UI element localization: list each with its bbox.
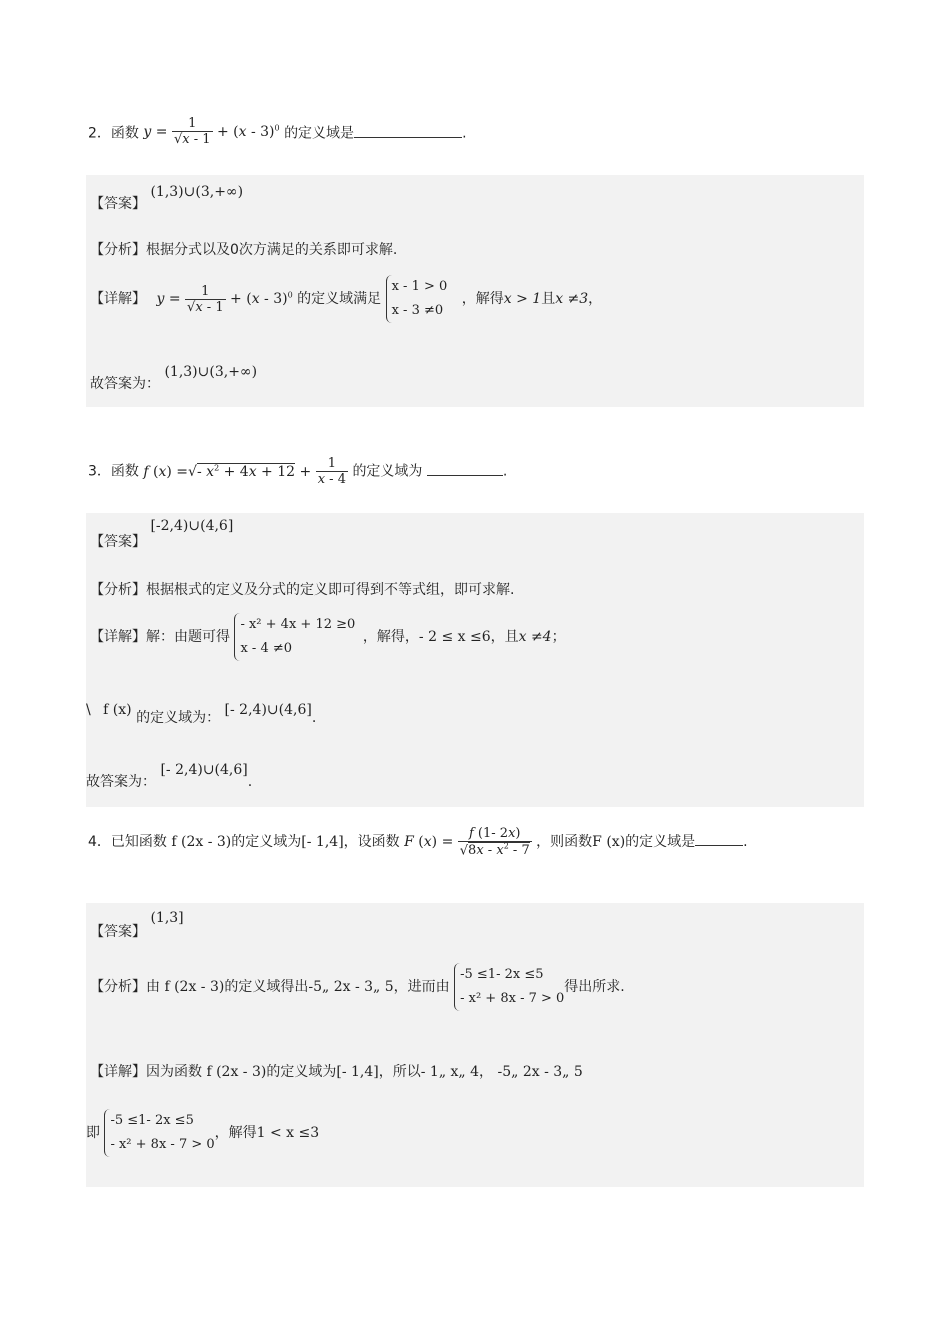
- q3-detail-text2: ，解得，: [362, 629, 419, 645]
- q2-answer: (1,3)∪(3,+∞): [150, 184, 244, 200]
- q3-sys-line-1: - x² + 4x + 12 ≥0: [240, 617, 356, 632]
- q4-end: .: [743, 834, 748, 851]
- q3-detail-line: [90, 613, 566, 661]
- q4-analysis-line: [90, 963, 625, 1011]
- q4-result-text: ，解得: [214, 1125, 257, 1141]
- q3-final-answer: [- 2,4)∪(4,6]: [160, 762, 248, 778]
- q4-detail-text3: ，所以: [378, 1064, 421, 1080]
- q2-answer-line: [90, 181, 244, 212]
- q4-detail-f2x: f (2x - 3): [206, 1064, 267, 1080]
- q4-text4: 的定义域是: [625, 834, 696, 851]
- q4-analysis-text2: ，进而由: [393, 979, 450, 995]
- q4-analysis-text3: 得出所求.: [564, 979, 625, 995]
- q3-fx: f (x): [103, 702, 132, 718]
- q3-answer: [-2,4)∪(4,6]: [150, 518, 234, 534]
- q2-end: .: [462, 125, 467, 142]
- q4-d-sys-line-1: -5 ≤1- 2x ≤5: [110, 1113, 194, 1128]
- q3-answer-line: [90, 515, 234, 550]
- q4-number: 4．: [88, 834, 111, 851]
- q2-formula: y = $\frac{1}{√x - 1}$ + (x - 3)$^0$: [143, 116, 280, 147]
- q2-detail-text2: ，解得: [461, 291, 504, 307]
- q3-domain-line: [86, 699, 317, 726]
- q3-prefix: 函数: [110, 463, 139, 480]
- q2-suffix: 的定义域是: [284, 125, 355, 142]
- q3-blank: [427, 475, 503, 476]
- analysis-label: 【分析】: [90, 979, 146, 995]
- q4-result-line: [86, 1109, 319, 1157]
- q2-final-answer: (1,3)∪(3,+∞): [164, 364, 258, 380]
- q3-analysis-line: [90, 579, 514, 599]
- q4-detail-text2: 的定义域为: [266, 1064, 337, 1080]
- q2-cond1: x > 1: [503, 291, 542, 307]
- q3-cond2: x ≠4: [518, 629, 552, 645]
- q4-detail-interval: [- 1,4]: [336, 1064, 379, 1080]
- q2-question: [88, 118, 467, 149]
- q3-cond1: - 2 ≤ x ≤6: [418, 629, 491, 645]
- q3-and: ，且: [490, 629, 519, 645]
- q2-detail-formula: y = $\frac{1}{√x - 1}$ + (x - 3)$^0$: [156, 283, 293, 315]
- q3-final-dot: .: [247, 774, 253, 790]
- q4-a-sys-line-1: -5 ≤1- 2x ≤5: [460, 967, 544, 982]
- q4-Fx: F (x): [592, 834, 626, 851]
- q2-sys-line-1: x - 1 > 0: [391, 279, 448, 294]
- q3-domain-text: 的定义域为：: [136, 710, 221, 726]
- q4-question: [88, 826, 748, 858]
- q4-ji: 即: [86, 1125, 100, 1141]
- q4-interval: [- 1,4]: [301, 834, 344, 851]
- q4-answer: (1,3]: [150, 910, 184, 926]
- detail-label: 【详解】: [90, 291, 146, 307]
- q4-solution-box: [86, 903, 864, 1187]
- q2-analysis-line: [90, 239, 397, 259]
- q4-range1: - 1„ x„ 4: [420, 1064, 480, 1080]
- final-label: 故答案为：: [86, 774, 156, 790]
- q2-inequality-system: [386, 275, 448, 323]
- q3-semicolon: ；: [551, 629, 566, 645]
- q4-text3: ，则函数: [536, 834, 593, 851]
- q4-analysis-range: -5„ 2x - 3„ 5: [308, 979, 394, 995]
- q4-range2: -5„ 2x - 3„ 5: [497, 1064, 583, 1080]
- q4-text2: ，设函数: [343, 834, 400, 851]
- detail-label: 【详解】: [90, 629, 146, 645]
- q4-blank: [695, 845, 743, 846]
- q4-detail-line: [90, 1061, 583, 1081]
- q4-analysis-f2x: f (2x - 3): [164, 979, 225, 995]
- q4-analysis-by: 由: [146, 979, 160, 995]
- q4-answer-line: [90, 907, 184, 940]
- q3-question: [88, 456, 507, 487]
- q2-blank: [354, 137, 462, 138]
- q2-sys-line-2: x - 3 ≠0: [391, 303, 444, 318]
- q4-f2x: f (2x - 3): [171, 834, 232, 851]
- answer-label: 【答案】: [90, 534, 146, 550]
- q3-number: 3．: [88, 463, 111, 480]
- therefore-symbol: \: [86, 702, 91, 718]
- q2-fraction: $\frac{1}{√x - 1}$: [173, 116, 211, 147]
- q3-domain: [- 2,4)∪(4,6]: [224, 702, 312, 718]
- q3-dot: .: [311, 710, 317, 726]
- q2-number: 2．: [88, 125, 111, 142]
- q2-cond2: x ≠3: [555, 291, 589, 307]
- q4-analysis-system: [454, 963, 564, 1011]
- q3-analysis: 根据根式的定义及分式的定义即可得到不等式组，即可求解.: [146, 582, 515, 598]
- q4-analysis-text1: 的定义域得出: [224, 979, 309, 995]
- q2-analysis: 根据分式以及0次方满足的关系即可求解.: [146, 242, 398, 258]
- q4-prefix: 已知函数: [110, 834, 167, 851]
- q4-detail-text1: 因为函数: [146, 1064, 202, 1080]
- q4-d-sys-line-2: - x² + 8x - 7 > 0: [110, 1137, 215, 1152]
- q3-end: .: [502, 463, 508, 480]
- q3-formula: f (x) =√- $x^2 + 4x + 12$ + $\frac{1}{x - 4}$: [143, 456, 346, 487]
- analysis-label: 【分析】: [90, 582, 146, 598]
- q2-detail-text1: 的定义域满足: [297, 291, 382, 307]
- q4-detail-system: [104, 1109, 214, 1157]
- q4-F-formula: F (x) = $\frac{f (1- 2x)}{√8x - x^2 - 7}$: [404, 826, 530, 859]
- q2-prefix: 函数: [110, 125, 139, 142]
- q4-text1: 的定义域为: [231, 834, 302, 851]
- q3-final-line: [86, 759, 253, 790]
- detail-label: 【详解】: [90, 1064, 146, 1080]
- q3-solution-box: [86, 513, 864, 807]
- answer-label: 【答案】: [90, 924, 146, 940]
- analysis-label: 【分析】: [90, 242, 146, 258]
- answer-label: 【答案】: [90, 196, 146, 212]
- q4-sep: ，: [479, 1064, 494, 1080]
- q2-comma: ，: [588, 291, 603, 307]
- q3-sys-line-2: x - 4 ≠0: [240, 641, 293, 656]
- q3-inequality-system: [234, 613, 356, 661]
- q2-solution-box: [86, 175, 864, 407]
- q2-detail-line: [90, 275, 602, 323]
- q3-suffix: 的定义域为: [352, 463, 423, 480]
- q3-detail-text1: 解：由题可得: [146, 629, 230, 645]
- final-label: 故答案为：: [90, 376, 160, 392]
- q2-and: 且: [541, 291, 556, 307]
- q4-result: 1 < x ≤3: [256, 1125, 320, 1141]
- q4-a-sys-line-2: - x² + 8x - 7 > 0: [460, 991, 565, 1006]
- q2-final-line: [90, 361, 258, 392]
